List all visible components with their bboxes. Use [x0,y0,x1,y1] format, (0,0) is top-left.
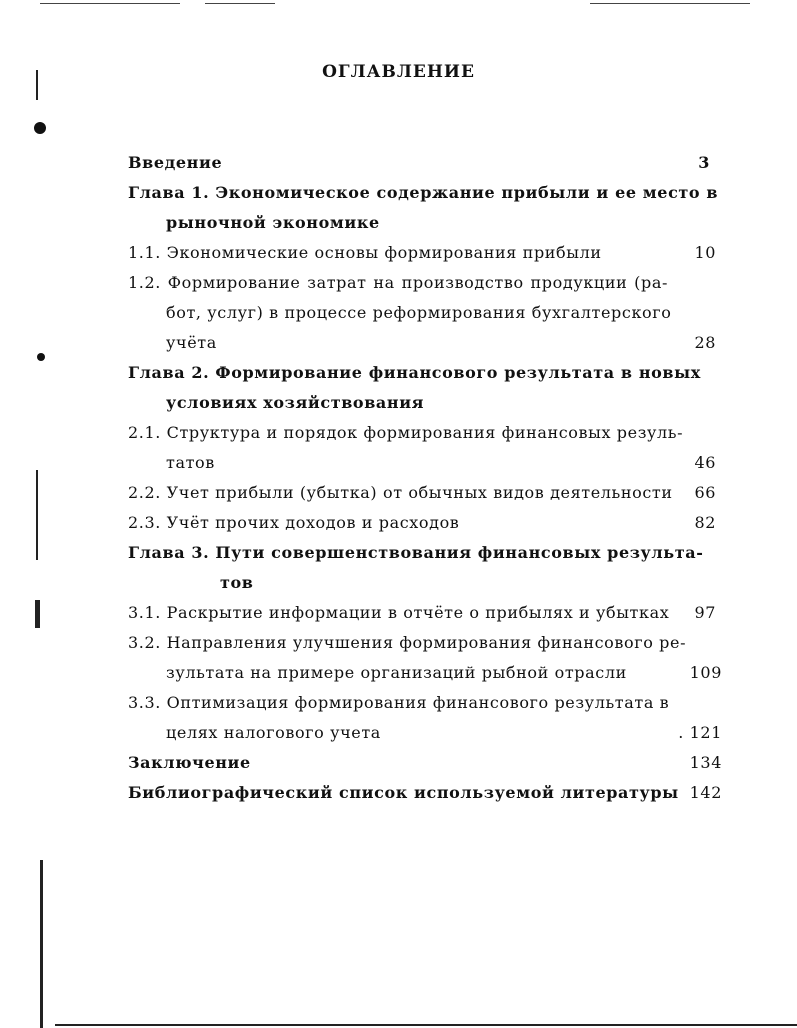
table-of-contents [128,148,720,808]
toc-page-number: 46 [694,453,716,472]
toc-entry-3-3 [128,688,720,718]
toc-entry-introduction [128,148,720,178]
scan-artifact-top-line [40,3,180,4]
toc-entry-2-1 [128,418,720,448]
toc-entry-2-1-continued [128,448,720,478]
toc-entry-1-2-continued [128,328,720,358]
toc-page-number: 66 [694,483,716,502]
toc-entry-3-2-continued [128,658,720,688]
toc-entry-text: зультата на примере организаций рыбной отрасли [166,663,627,682]
toc-entry-3-3-continued [128,718,720,748]
toc-entry-text: Заключение [128,753,251,772]
toc-chapter-1-continued [128,208,720,238]
toc-entry-text: бот, услуг) в процессе реформирования бухгалтерского [166,303,672,322]
scan-artifact-top-line [205,3,275,4]
scan-artifact-left-edge [35,600,40,628]
toc-page-number: 142 [689,783,722,802]
toc-entry-text: рыночной экономике [166,213,380,232]
toc-entry-text: 3.1. Раскрытие информации в отчёте о прибылях и убытках [128,603,670,622]
toc-page-number: . 121 [678,723,722,742]
toc-page-number: 82 [694,513,716,532]
toc-entry-text: Глава 1. Экономическое содержание прибыли и ее место в [128,183,719,202]
toc-page-number: 134 [689,753,722,772]
toc-entry-text: 3.2. Направления улучшения формирования финансового ре- [128,633,687,652]
scan-artifact-spot [37,353,45,361]
toc-entry-text: татов [166,453,215,472]
toc-entry-text: 2.3. Учёт прочих доходов и расходов [128,513,460,532]
toc-entry-text: целях налогового учета [166,723,381,742]
toc-entry-text: тов [220,573,254,592]
toc-entry-2-3 [128,508,720,538]
toc-chapter-3-continued [128,568,720,598]
toc-entry-text: 1.2. Формирование затрат на производство продукции (ра- [128,273,668,292]
scan-artifact-top-line [590,3,750,4]
toc-page-number: 3 [698,153,710,172]
toc-page-number: 109 [689,663,722,682]
toc-page-number: 28 [694,333,716,352]
toc-entry-conclusion [128,748,720,778]
toc-entry-text: условиях хозяйствования [166,393,425,412]
toc-entry-text: 2.1. Структура и порядок формирования финансовых резуль- [128,423,684,442]
scan-artifact-left-edge [36,470,38,560]
toc-entry-text: Глава 2. Формирование финансового результата в новых [128,363,701,382]
toc-entry-text: Глава 3. Пути совершенствования финансовых результа- [128,543,704,562]
toc-entry-text: учёта [166,333,217,352]
page-title: ОГЛАВЛЕНИЕ [322,62,475,82]
toc-entry-text: 2.2. Учет прибыли (убытка) от обычных видов деятельности [128,483,673,502]
toc-chapter-2-continued [128,388,720,418]
scan-artifact-bottom-line [55,1024,797,1026]
toc-entry-3-1 [128,598,720,628]
toc-entry-2-2 [128,478,720,508]
scan-artifact-spot [34,122,46,134]
toc-page-number: 97 [694,603,716,622]
toc-entry-text: Библиографический список используемой литературы [128,783,679,802]
toc-entry-text: 3.3. Оптимизация формирования финансового результата в [128,693,670,712]
toc-entry-1-1 [128,238,720,268]
toc-entry-text: Введение [128,153,223,172]
toc-page-number: 10 [694,243,716,262]
toc-entry-bibliography [128,778,720,808]
toc-entry-1-2 [128,268,720,298]
toc-entry-1-2-continued [128,298,720,328]
toc-chapter-2 [128,358,720,388]
toc-chapter-3 [128,538,720,568]
toc-entry-text: 1.1. Экономические основы формирования прибыли [128,243,602,262]
toc-chapter-1 [128,178,720,208]
scan-artifact-left-edge [40,860,43,1028]
toc-entry-3-2 [128,628,720,658]
